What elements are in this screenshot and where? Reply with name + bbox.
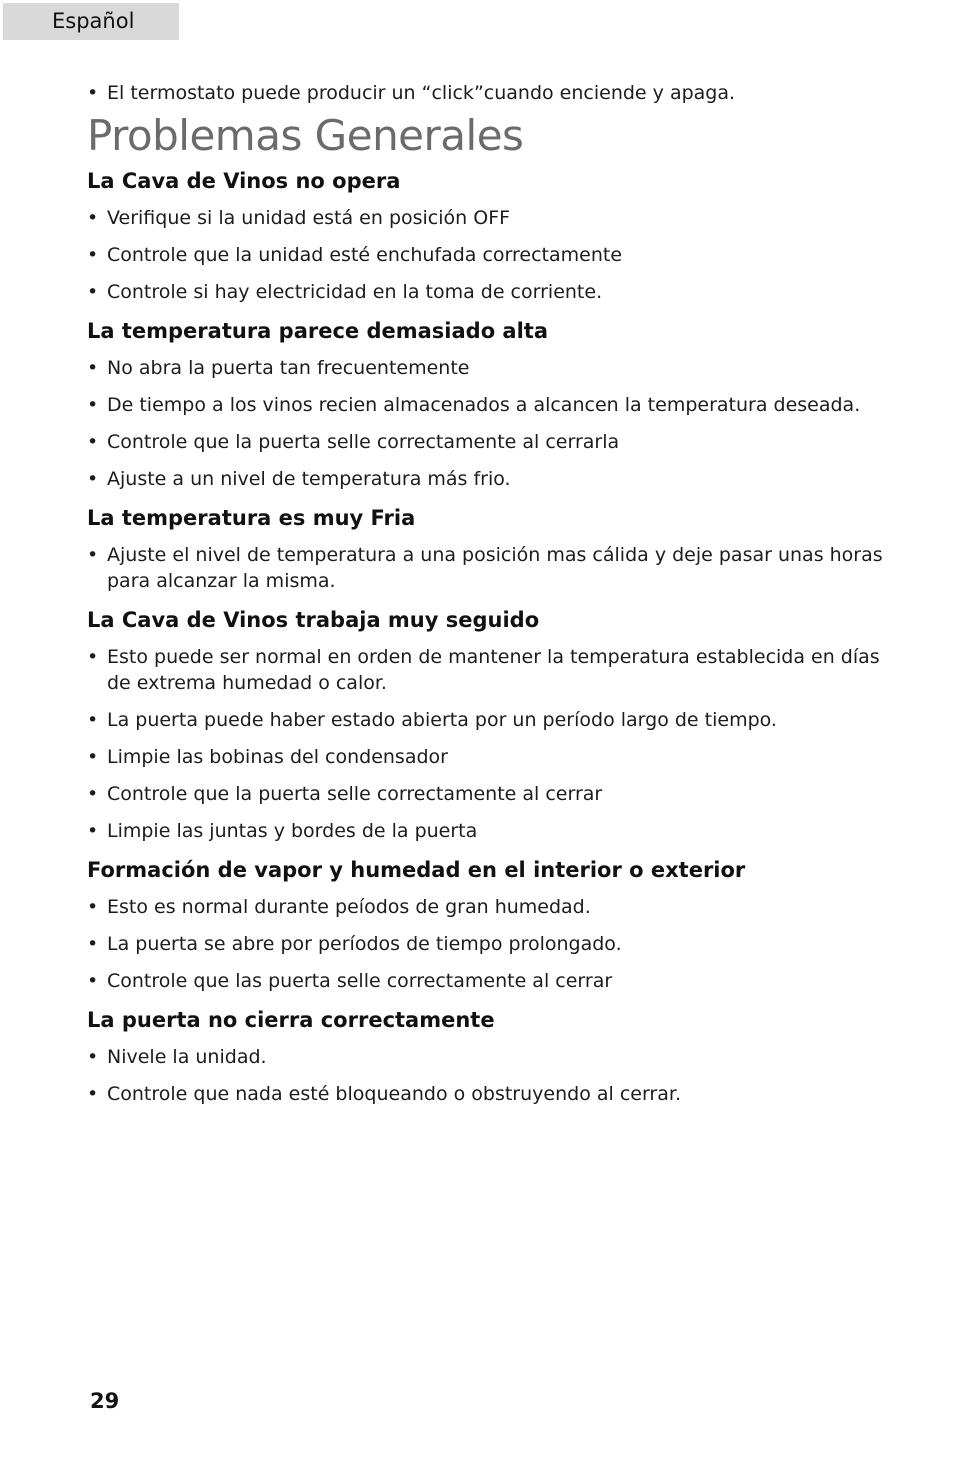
- section-trabaja-seguido: [87, 605, 887, 844]
- section-no-opera: [87, 166, 887, 305]
- list-item: • Ajuste el nivel de temperatura a una posición mas cálida y deje pasar unas horas para alcanzar la misma.: [87, 542, 887, 594]
- section-heading: Formación de vapor y humedad en el interior o exterior: [87, 858, 746, 882]
- section-heading: La temperatura es muy Fria: [87, 506, 416, 530]
- list-item: • Esto puede ser normal en orden de mantener la temperatura establecida en días de extrema humedad o calor.: [87, 644, 887, 696]
- list-item: • Verifique si la unidad está en posición OFF: [87, 205, 887, 231]
- list-item: • Limpie las bobinas del condensador: [87, 744, 887, 770]
- page-content: [87, 80, 887, 1118]
- section-heading: La Cava de Vinos trabaja muy seguido: [87, 608, 540, 632]
- list-item: • Controle que la unidad esté enchufada correctamente: [87, 242, 887, 268]
- list-item: • La puerta puede haber estado abierta por un período largo de tiempo.: [87, 707, 887, 733]
- section-heading: La Cava de Vinos no opera: [87, 169, 401, 193]
- list-item: • Controle que las puerta selle correctamente al cerrar: [87, 968, 887, 994]
- section-temperatura-alta: [87, 316, 887, 492]
- list-item: • Nivele la unidad.: [87, 1044, 887, 1070]
- section-puerta-no-cierra: [87, 1005, 887, 1107]
- list-item: • Controle que la puerta selle correctamente al cerrarla: [87, 429, 887, 455]
- page-title: Problemas Generales: [87, 111, 524, 160]
- language-tab: Español: [3, 3, 179, 40]
- list-item: • La puerta se abre por períodos de tiempo prolongado.: [87, 931, 887, 957]
- list-item: • Limpie las juntas y bordes de la puerta: [87, 818, 887, 844]
- list-item: • Ajuste a un nivel de temperatura más frio.: [87, 466, 887, 492]
- list-item: • No abra la puerta tan frecuentemente: [87, 355, 887, 381]
- section-heading: La puerta no cierra correctamente: [87, 1008, 495, 1032]
- list-item: • De tiempo a los vinos recien almacenados a alcancen la temperatura deseada.: [87, 392, 887, 418]
- list-item: • Esto es normal durante peíodos de gran humedad.: [87, 894, 887, 920]
- list-item: • Controle que la puerta selle correctamente al cerrar: [87, 781, 887, 807]
- intro-bullet: • El termostato puede producir un “click”cuando enciende y apaga.: [87, 80, 887, 106]
- section-temperatura-fria: [87, 503, 887, 594]
- page-number: 29: [90, 1389, 120, 1413]
- section-heading: La temperatura parece demasiado alta: [87, 319, 549, 343]
- section-vapor-humedad: [87, 855, 887, 994]
- list-item: • Controle que nada esté bloqueando o obstruyendo al cerrar.: [87, 1081, 887, 1107]
- list-item: • Controle si hay electricidad en la toma de corriente.: [87, 279, 887, 305]
